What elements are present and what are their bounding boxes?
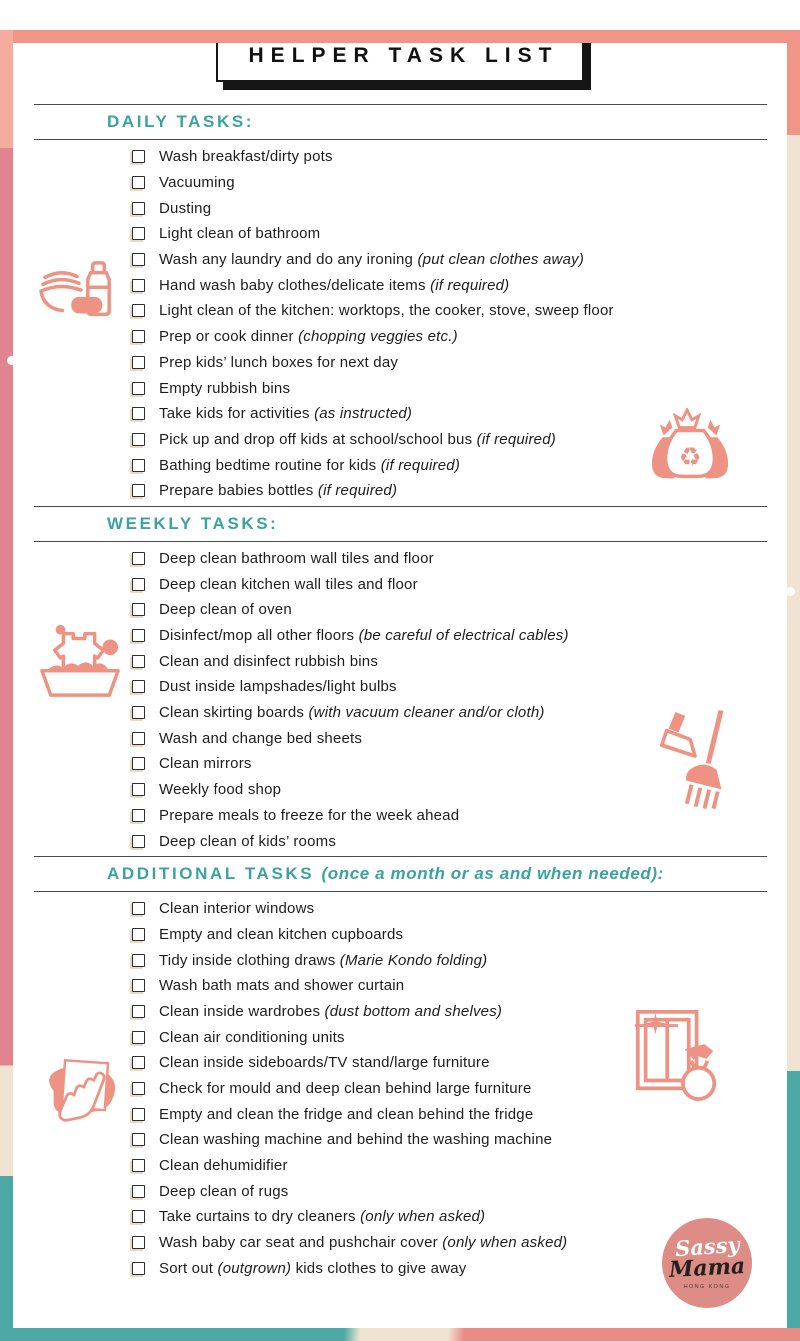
task-row bbox=[34, 1252, 767, 1283]
task-checkbox[interactable] bbox=[132, 706, 145, 719]
task-label: Wash baby car seat and pushchair cover (only when asked) bbox=[159, 1234, 568, 1252]
task-checkbox[interactable] bbox=[132, 330, 145, 343]
section-additional-tasks bbox=[34, 856, 767, 1283]
task-label: Light clean of bathroom bbox=[159, 225, 321, 243]
task-label: Deep clean of kids’ rooms bbox=[159, 832, 337, 850]
frame-right bbox=[787, 30, 800, 1341]
section-daily-tasks bbox=[34, 104, 767, 506]
task-row bbox=[34, 195, 767, 221]
task-label: Bathing bedtime routine for kids (if required) bbox=[159, 456, 461, 474]
section-heading: ADDITIONAL TASKS (once a month or as and when needed): bbox=[107, 863, 664, 883]
task-label: Clean washing machine and behind the washing machine bbox=[159, 1131, 553, 1149]
task-checkbox[interactable] bbox=[132, 253, 145, 266]
task-checkbox[interactable] bbox=[132, 484, 145, 497]
task-checkbox[interactable] bbox=[132, 1159, 145, 1172]
task-label: Deep clean bathroom wall tiles and floor bbox=[159, 549, 434, 567]
task-row bbox=[34, 777, 767, 803]
task-checkbox[interactable] bbox=[132, 954, 145, 967]
task-row bbox=[34, 803, 767, 829]
task-label: Clean interior windows bbox=[159, 900, 315, 918]
task-row bbox=[34, 674, 767, 700]
section-weekly-tasks bbox=[34, 506, 767, 856]
task-label: Hand wash baby clothes/delicate items (if required) bbox=[159, 276, 510, 294]
task-checkbox[interactable] bbox=[132, 1210, 145, 1223]
task-label: Prepare meals to freeze for the week ahead bbox=[159, 806, 460, 824]
task-checkbox[interactable] bbox=[132, 757, 145, 770]
task-row bbox=[34, 1050, 767, 1076]
task-checkbox[interactable] bbox=[132, 1082, 145, 1095]
task-row bbox=[34, 1178, 767, 1204]
task-checkbox[interactable] bbox=[132, 304, 145, 317]
frame-dot-left bbox=[7, 356, 16, 365]
task-label: Clean inside sideboards/TV stand/large furniture bbox=[159, 1054, 490, 1072]
task-row bbox=[34, 452, 767, 478]
task-checkbox[interactable] bbox=[132, 459, 145, 472]
task-checkbox[interactable] bbox=[132, 552, 145, 565]
task-checkbox[interactable] bbox=[132, 629, 145, 642]
task-row bbox=[34, 1153, 767, 1179]
task-checkbox[interactable] bbox=[132, 1005, 145, 1018]
task-checkbox[interactable] bbox=[132, 732, 145, 745]
task-row bbox=[34, 828, 767, 854]
task-row bbox=[34, 221, 767, 247]
task-checkbox[interactable] bbox=[132, 1056, 145, 1069]
task-checkbox[interactable] bbox=[132, 1262, 145, 1275]
task-row bbox=[34, 324, 767, 350]
task-label: Clean inside wardrobes (dust bottom and shelves) bbox=[159, 1002, 503, 1020]
task-label: Wash breakfast/dirty pots bbox=[159, 148, 333, 166]
logo-line3: HONG KONG bbox=[683, 1283, 731, 1290]
task-row bbox=[34, 1204, 767, 1230]
task-label: Wash and change bed sheets bbox=[159, 729, 363, 747]
task-label: Check for mould and deep clean behind large furniture bbox=[159, 1080, 532, 1098]
task-checkbox[interactable] bbox=[132, 835, 145, 848]
task-label: Pick up and drop off kids at school/school bus (if required) bbox=[159, 430, 556, 448]
sassy-mama-logo bbox=[662, 1218, 752, 1308]
task-label: Deep clean of oven bbox=[159, 601, 292, 619]
task-label: Wash bath mats and shower curtain bbox=[159, 977, 405, 995]
task-label: Disinfect/mop all other floors (be careful of electrical cables) bbox=[159, 627, 569, 645]
task-row bbox=[34, 170, 767, 196]
task-row bbox=[34, 1024, 767, 1050]
task-row bbox=[34, 546, 767, 572]
page-title: HELPER TASK LIST bbox=[216, 30, 585, 82]
task-row bbox=[34, 623, 767, 649]
task-label: Take kids for activities (as instructed) bbox=[159, 405, 413, 423]
task-label: Clean air conditioning units bbox=[159, 1028, 345, 1046]
task-row bbox=[34, 700, 767, 726]
frame-dot-right bbox=[786, 587, 795, 596]
task-checkbox[interactable] bbox=[132, 1108, 145, 1121]
task-row bbox=[34, 1230, 767, 1261]
task-row bbox=[34, 751, 767, 777]
sections bbox=[34, 104, 767, 1283]
task-checkbox[interactable] bbox=[132, 783, 145, 796]
task-checkbox[interactable] bbox=[132, 407, 145, 420]
task-checkbox[interactable] bbox=[132, 680, 145, 693]
task-row bbox=[34, 144, 767, 170]
task-row bbox=[34, 571, 767, 597]
task-list bbox=[34, 140, 767, 506]
task-label: Clean mirrors bbox=[159, 755, 252, 773]
task-label: Clean dehumidifier bbox=[159, 1157, 288, 1175]
task-row bbox=[34, 298, 767, 324]
task-checkbox[interactable] bbox=[132, 279, 145, 292]
task-label: Vacuuming bbox=[159, 174, 235, 192]
task-row bbox=[34, 947, 767, 973]
task-row bbox=[34, 896, 767, 922]
task-label: Take curtains to dry cleaners (only when asked) bbox=[159, 1208, 486, 1226]
task-checkbox[interactable] bbox=[132, 202, 145, 215]
task-checkbox[interactable] bbox=[132, 655, 145, 668]
task-list bbox=[34, 542, 767, 856]
task-row bbox=[34, 478, 767, 504]
task-checkbox[interactable] bbox=[132, 1236, 145, 1249]
task-row bbox=[34, 401, 767, 427]
task-row bbox=[34, 973, 767, 999]
task-label: Tidy inside clothing draws (Marie Kondo folding) bbox=[159, 951, 488, 969]
task-row bbox=[34, 999, 767, 1025]
task-row bbox=[34, 272, 767, 298]
task-checkbox[interactable] bbox=[132, 578, 145, 591]
task-row bbox=[34, 1101, 767, 1127]
task-list bbox=[34, 892, 767, 1283]
task-label: Deep clean kitchen wall tiles and floor bbox=[159, 575, 418, 593]
task-label: Wash any laundry and do any ironing (put clean clothes away) bbox=[159, 251, 585, 269]
logo-line1: Sassy bbox=[673, 1231, 741, 1261]
section-heading: WEEKLY TASKS: bbox=[107, 513, 279, 533]
task-label: Empty and clean kitchen cupboards bbox=[159, 925, 404, 943]
section-heading: DAILY TASKS: bbox=[107, 112, 255, 131]
task-row bbox=[34, 350, 767, 376]
task-checkbox[interactable] bbox=[132, 176, 145, 189]
task-row bbox=[34, 648, 767, 674]
task-row bbox=[34, 1127, 767, 1153]
task-label: Prep or cook dinner (chopping veggies etc.) bbox=[159, 328, 458, 346]
task-label: Sort out (outgrown) kids clothes to give away bbox=[159, 1259, 467, 1277]
task-label: Dusting bbox=[159, 199, 212, 217]
task-row bbox=[34, 247, 767, 273]
task-checkbox[interactable] bbox=[132, 928, 145, 941]
task-label: Clean and disinfect rubbish bins bbox=[159, 652, 379, 670]
task-checkbox[interactable] bbox=[132, 902, 145, 915]
task-label: Prep kids’ lunch boxes for next day bbox=[159, 353, 399, 371]
task-checkbox[interactable] bbox=[132, 979, 145, 992]
task-label: Light clean of the kitchen: worktops, the cooker, stove, sweep floor bbox=[159, 302, 614, 320]
task-checkbox[interactable] bbox=[132, 1133, 145, 1146]
logo-line2: Mama bbox=[668, 1252, 746, 1283]
task-checkbox[interactable] bbox=[132, 809, 145, 822]
task-row bbox=[34, 427, 767, 453]
svg-text:♻: ♻ bbox=[678, 443, 702, 472]
task-label: Dust inside lampshades/light bulbs bbox=[159, 678, 397, 696]
task-checkbox[interactable] bbox=[132, 1185, 145, 1198]
task-label: Deep clean of rugs bbox=[159, 1182, 289, 1200]
task-checkbox[interactable] bbox=[132, 150, 145, 163]
task-checkbox[interactable] bbox=[132, 382, 145, 395]
task-label: Empty and clean the fridge and clean behind the fridge bbox=[159, 1105, 534, 1123]
frame-top bbox=[0, 30, 800, 43]
task-row bbox=[34, 597, 767, 623]
task-label: Weekly food shop bbox=[159, 781, 282, 799]
frame-left bbox=[0, 30, 13, 1341]
task-label: Empty rubbish bins bbox=[159, 379, 291, 397]
frame-bottom bbox=[0, 1328, 800, 1341]
task-checkbox[interactable] bbox=[132, 1031, 145, 1044]
task-checkbox[interactable] bbox=[132, 227, 145, 240]
task-label: Prepare babies bottles (if required) bbox=[159, 482, 398, 500]
task-row bbox=[34, 922, 767, 948]
task-row bbox=[34, 725, 767, 751]
task-checkbox[interactable] bbox=[132, 356, 145, 369]
task-checkbox[interactable] bbox=[132, 433, 145, 446]
task-label: Clean skirting boards (with vacuum cleaner and/or cloth) bbox=[159, 704, 545, 722]
task-checkbox[interactable] bbox=[132, 603, 145, 616]
task-row bbox=[34, 375, 767, 401]
task-row bbox=[34, 1076, 767, 1102]
